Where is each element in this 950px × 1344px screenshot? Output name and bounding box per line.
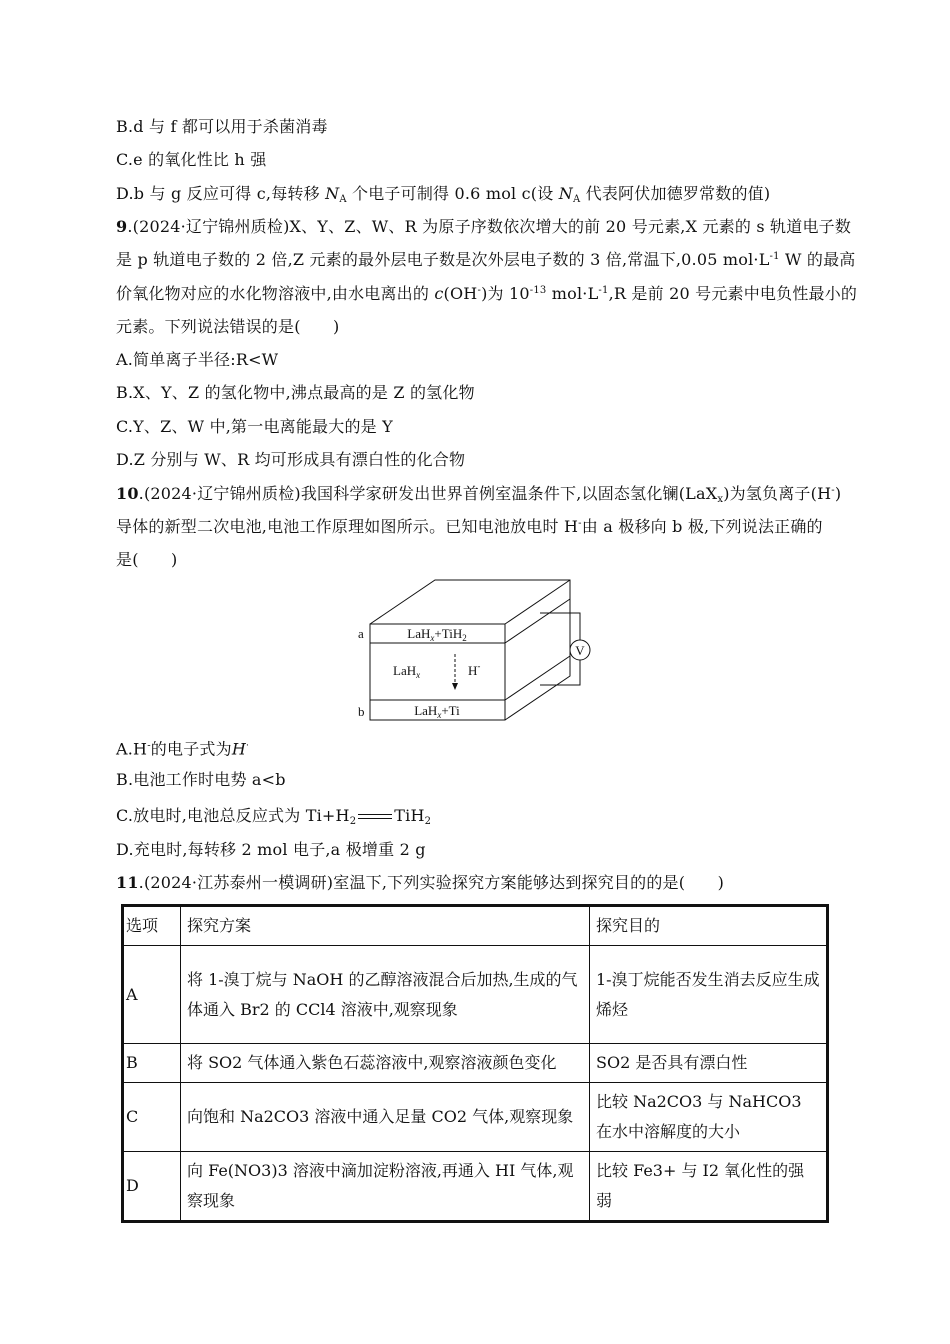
cell-layer-edge-1 [505,599,570,643]
table-row [123,946,828,1044]
electrode-b-label: b [358,704,365,719]
bottom-layer-label: LaH$_x$+Ti [414,703,460,720]
q8-option-b: B.d 与 f 都可以用于杀菌消毒 [116,117,328,136]
q8-option-d: D.b 与 g 反应可得 c,每转移 $N_A$ 个电子可制得 0.6 mol c(设 $N_A$ 代表阿伏加德罗常数的值) [116,184,771,205]
row-plan: 将 1-溴丁烷与 NaOH 的乙醇溶液混合后加热,生成的气体通入 Br2 的 CCl4 溶液中,观察现象 [181,946,590,1044]
cell-top-edge [505,580,570,624]
table-row [123,1044,828,1083]
table-row [123,1083,828,1152]
cell-layer-edge-2 [505,656,570,700]
q10-stem-line3: 是( ) [116,550,178,569]
q9-stem-line3: 价氧化物对应的水化物溶液中,由水电离出的 c(OH-)为 $10^{-13}$ $mol\cdot L^{-1},R$ 是前 20 号元素中电负性最小的 [116,284,858,303]
voltmeter-label: V [575,643,585,658]
q11-table [121,904,829,1223]
q9-stem-line1: 9.(2024·辽宁锦州质检)X、Y、Z、W、R 为原子序数依次增大的前 20 号元素,X 元素的 s 轨道电子数 [116,217,852,236]
q10-stem-line1: 10.(2024·辽宁锦州质检)我国科学家研发出世界首例室温条件下,以固态氢化镧(LaX$_x$)为氢负离子(H-) [116,484,842,505]
row-option: A [123,946,181,1044]
row-plan: 向饱和 Na2CO3 溶液中通入足量 CO2 气体,观察现象 [181,1083,590,1152]
q9-option-d: D.Z 分别与 W、R 均可形成具有漂白性的化合物 [116,450,466,469]
row-goal: 1-溴丁烷能否发生消去反应生成烯烃 [590,946,828,1044]
top-layer-label: LaH$_x$+TiH$_2$ [407,626,467,643]
header-plan: 探究方案 [181,906,590,946]
ion-label: H- [468,661,481,678]
q8-option-c: C.e 的氧化性比 h 强 [116,150,267,169]
wire-top [540,613,580,640]
row-option: B [123,1044,181,1083]
table-header-row [123,906,828,946]
row-goal: SO2 是否具有漂白性 [590,1044,828,1083]
row-option: D [123,1152,181,1222]
q11-stem: 11.(2024·江苏泰州一模调研)室温下,下列实验探究方案能够达到探究目的的是( ) [116,873,725,892]
header-goal: 探究目的 [590,906,828,946]
row-goal: 比较 Na2CO3 与 NaHCO3 在水中溶解度的大小 [590,1083,828,1152]
header-option: 选项 [123,906,181,946]
q9-option-a: A.简单离子半径:R<W [116,350,279,369]
row-plan: 将 SO2 气体通入紫色石蕊溶液中,观察溶液颜色变化 [181,1044,590,1083]
hydride-formula: H [231,739,246,759]
row-plan: 向 Fe(NO3)3 溶液中滴加淀粉溶液,再通入 HI 气体,观察现象 [181,1152,590,1222]
cell-outline-back [370,580,570,720]
q10-option-b: B.电池工作时电势 a<b [116,770,286,789]
q10-option-c: C.放电时,电池总反应式为 $Ti+H_2$ TiH$_2$ [116,806,432,827]
row-option: C [123,1083,181,1152]
q9-option-b: B.X、Y、Z 的氢化物中,沸点最高的是 Z 的氢化物 [116,383,475,402]
table-row [123,1152,828,1222]
equals-sign [358,811,392,823]
battery-diagram [355,578,605,724]
row-goal: 比较 Fe3+ 与 I2 氧化性的强弱 [590,1152,828,1222]
middle-layer-label: LaH$_x$ [393,663,421,680]
q10-option-d: D.充电时,每转移 2 mol 电子,a 极增重 2 g [116,840,426,859]
q10-option-a: A.H-的电子式为H· [116,739,250,759]
q9-stem-line4: 元素。下列说法错误的是( ) [116,317,340,336]
electrode-a-label: a [358,626,364,641]
q9-stem-line2: 是 p 轨道电子数的 2 倍,Z 元素的最外层电子数是次外层电子数的 3 倍,常温下,0.05 $mol\cdot L^{-1}$ W 的最高 [116,250,856,269]
ion-arrow-head [452,683,458,690]
q9-option-c: C.Y、Z、W 中,第一电离能最大的是 Y [116,417,393,436]
q10-stem-line2: 导体的新型二次电池,电池工作原理如图所示。已知电池放电时 H-由 a 极移向 b 极,下列说法正确的 [116,517,823,536]
